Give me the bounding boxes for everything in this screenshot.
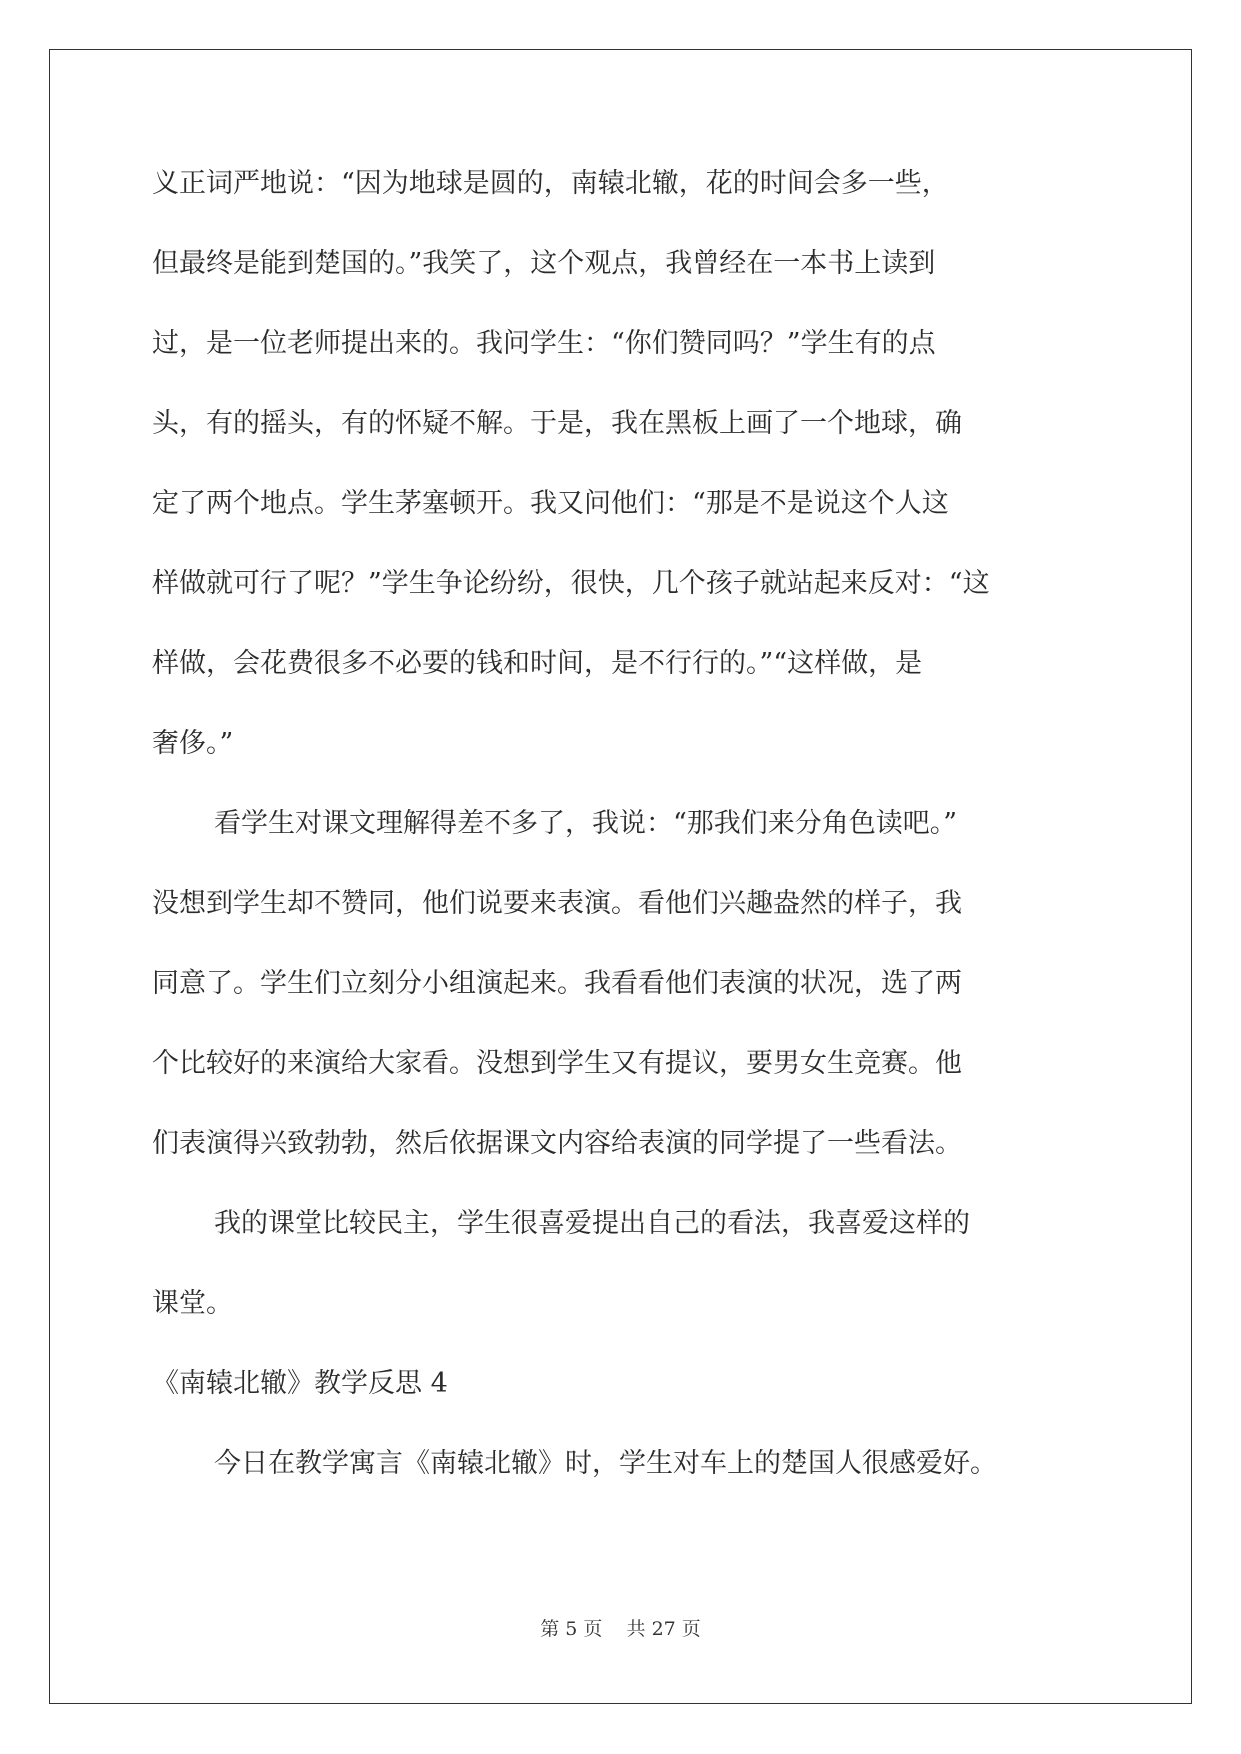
paragraph-line: 看学生对课文理解得差不多了，我说：“那我们来分角色读吧。” xyxy=(214,808,958,839)
section-heading: 《南辕北辙》教学反思 4 xyxy=(152,1368,448,1399)
document-body xyxy=(152,0,1112,1600)
paragraph-line: 头，有的摇头，有的怀疑不解。于是，我在黑板上画了一个地球，确 xyxy=(152,408,962,439)
paragraph-line: 义正词严地说：“因为地球是圆的，南辕北辙，花的时间会多一些， xyxy=(152,168,949,199)
paragraph-line: 同意了。学生们立刻分小组演起来。我看看他们表演的状况，选了两 xyxy=(152,968,962,999)
paragraph-line: 我的课堂比较民主，学生很喜爱提出自己的看法，我喜爱这样的 xyxy=(214,1208,970,1239)
paragraph-line: 们表演得兴致勃勃，然后依据课文内容给表演的同学提了一些看法。 xyxy=(152,1128,962,1159)
paragraph-line: 样做就可行了呢？”学生争论纷纷，很快，几个孩子就站起来反对：“这 xyxy=(152,568,990,599)
paragraph-line: 样做，会花费很多不必要的钱和时间，是不行行的。”“这样做，是 xyxy=(152,648,923,679)
paragraph-line: 定了两个地点。学生茅塞顿开。我又问他们：“那是不是说这个人这 xyxy=(152,488,949,519)
paragraph-line: 课堂。 xyxy=(152,1288,233,1319)
paragraph-line: 但最终是能到楚国的。”我笑了，这个观点，我曾经在一本书上读到 xyxy=(152,248,936,279)
paragraph-line: 没想到学生却不赞同，他们说要来表演。看他们兴趣盎然的样子，我 xyxy=(152,888,962,919)
paragraph-line: 过，是一位老师提出来的。我问学生：“你们赞同吗？”学生有的点 xyxy=(152,328,936,359)
paragraph-line: 今日在教学寓言《南辕北辙》时，学生对车上的楚国人很感爱好。 xyxy=(214,1448,997,1479)
paragraph-line: 奢侈。” xyxy=(152,728,234,759)
paragraph-line: 个比较好的来演给大家看。没想到学生又有提议，要男女生竞赛。他 xyxy=(152,1048,962,1079)
page-number-footer: 第 5 页 共 27 页 xyxy=(540,1618,701,1640)
